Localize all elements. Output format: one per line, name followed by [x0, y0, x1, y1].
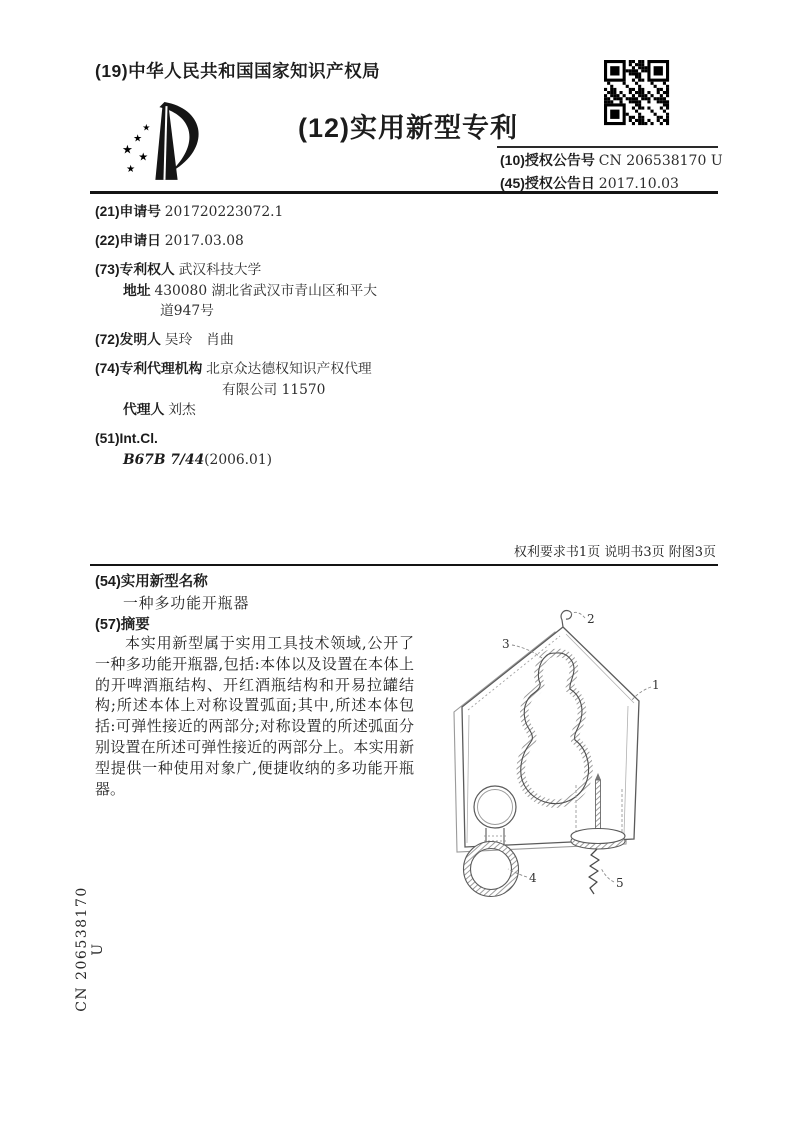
- sipo-logo-icon: [113, 97, 221, 193]
- header-divider-thin: [497, 146, 718, 148]
- intcl-row: [95, 429, 465, 450]
- figure-ref-1: 1: [652, 678, 660, 692]
- document-type-title: (12)实用新型专利: [298, 113, 519, 143]
- patentee-label: (73)专利权人: [95, 262, 175, 277]
- corkscrew-spiral: [589, 849, 599, 894]
- application-date-label: (22)申请日: [95, 233, 161, 248]
- publication-date-label: (45)授权公告日: [500, 174, 595, 191]
- pull-ring-inner: [471, 849, 512, 890]
- figure-ref-3: 3: [502, 637, 510, 651]
- application-number-value: 201720223072.1: [164, 204, 284, 220]
- mid-divider: [90, 564, 718, 566]
- figure-ref-2: 2: [587, 612, 595, 626]
- logo-star-icon: ★: [122, 142, 133, 157]
- patentee-value: 武汉科技大学: [178, 262, 262, 278]
- abstract-section-label: (57)摘要: [95, 617, 150, 633]
- cap-hole-outer: [474, 786, 516, 828]
- invention-title: 一种多功能开瓶器: [123, 595, 250, 612]
- hang-hook: [561, 611, 571, 627]
- pages-note: 权利要求书1页 说明书3页 附图3页: [513, 545, 716, 560]
- publication-number-line: [500, 150, 723, 173]
- publication-date-value: 2017.10.03: [598, 175, 679, 192]
- abstract-text: [95, 633, 414, 799]
- logo-star-icon: ★: [142, 122, 151, 133]
- agency-label: (74)专利代理机构: [95, 361, 203, 376]
- leader-line-2: [571, 612, 585, 618]
- publication-number-label: (10)授权公告号: [500, 152, 595, 168]
- agency-line1: 北京众达德权知识产权代理: [206, 361, 372, 377]
- corkscrew-disc: [571, 829, 625, 844]
- leader-line-5: [601, 868, 614, 882]
- intcl-label: (51)Int.Cl.: [95, 431, 158, 446]
- patentee-row: [95, 260, 465, 281]
- header-divider-thick: [90, 191, 718, 194]
- inventors-label: (72)发明人: [95, 332, 161, 347]
- agent-label: 代理人: [123, 402, 165, 417]
- address-line2: 道947号: [160, 303, 214, 319]
- agent-row: [95, 400, 465, 421]
- intcl-class-row: [95, 450, 465, 471]
- inventors-value: 吴玲 肖曲: [164, 332, 234, 348]
- issuing-office: (19)中华人民共和国国家知识产权局: [95, 61, 381, 81]
- address-label: 地址: [123, 282, 151, 298]
- agency-line2: 有限公司 11570: [222, 381, 326, 398]
- agency-row: [95, 359, 465, 380]
- figure-ref-5: 5: [616, 876, 624, 890]
- agent-value: 刘杰: [168, 402, 196, 418]
- abstract-paragraph: 本实用新型属于实用工具技术领域,公开了一种多功能开瓶器,包括:本体以及设置在本体上的开啤酒瓶结构、开红酒瓶结构和开易拉罐结构;所述本体上对称设置弧面;其中,所述本体包括:可弹性接近的两部分;对称设置的所述弧面分别设置在所述可弹性接近的两部分上。本实用新型提供一种使用对象广,便捷收纳的多功能开瓶器。: [95, 634, 414, 798]
- inventors-row: [95, 330, 465, 351]
- figure-ref-4: 4: [529, 871, 537, 885]
- application-date-value: 2017.03.08: [164, 233, 244, 249]
- side-document-number: CN 206538170 U: [74, 886, 106, 1012]
- publication-block: [500, 150, 723, 195]
- bibliographic-section: [95, 199, 465, 470]
- application-number-label: (21)申请号: [95, 204, 161, 219]
- logo-star-icon: ★: [138, 151, 149, 164]
- logo-star-icon: ★: [133, 133, 143, 145]
- agency-row-continued: [95, 380, 465, 401]
- title-section-label: (54)实用新型名称: [95, 574, 208, 590]
- intcl-version-value: (2006.01): [204, 451, 272, 468]
- address-row-continued: [95, 301, 465, 322]
- logo-star-icon: ★: [126, 163, 136, 175]
- intcl-class-value: B67B 7/44: [123, 451, 205, 468]
- publication-number-value: CN 206538170 U: [598, 153, 723, 169]
- address-row: [95, 281, 465, 302]
- application-number-row: [95, 202, 465, 223]
- patent-figure-drawing: [438, 597, 710, 909]
- pull-ring-hatch: [467, 845, 515, 893]
- qr-code: [604, 60, 670, 126]
- address-line1: 430080 湖北省武汉市青山区和平大: [154, 282, 378, 299]
- corkscrew-shaft: [596, 780, 601, 833]
- application-date-row: [95, 231, 465, 252]
